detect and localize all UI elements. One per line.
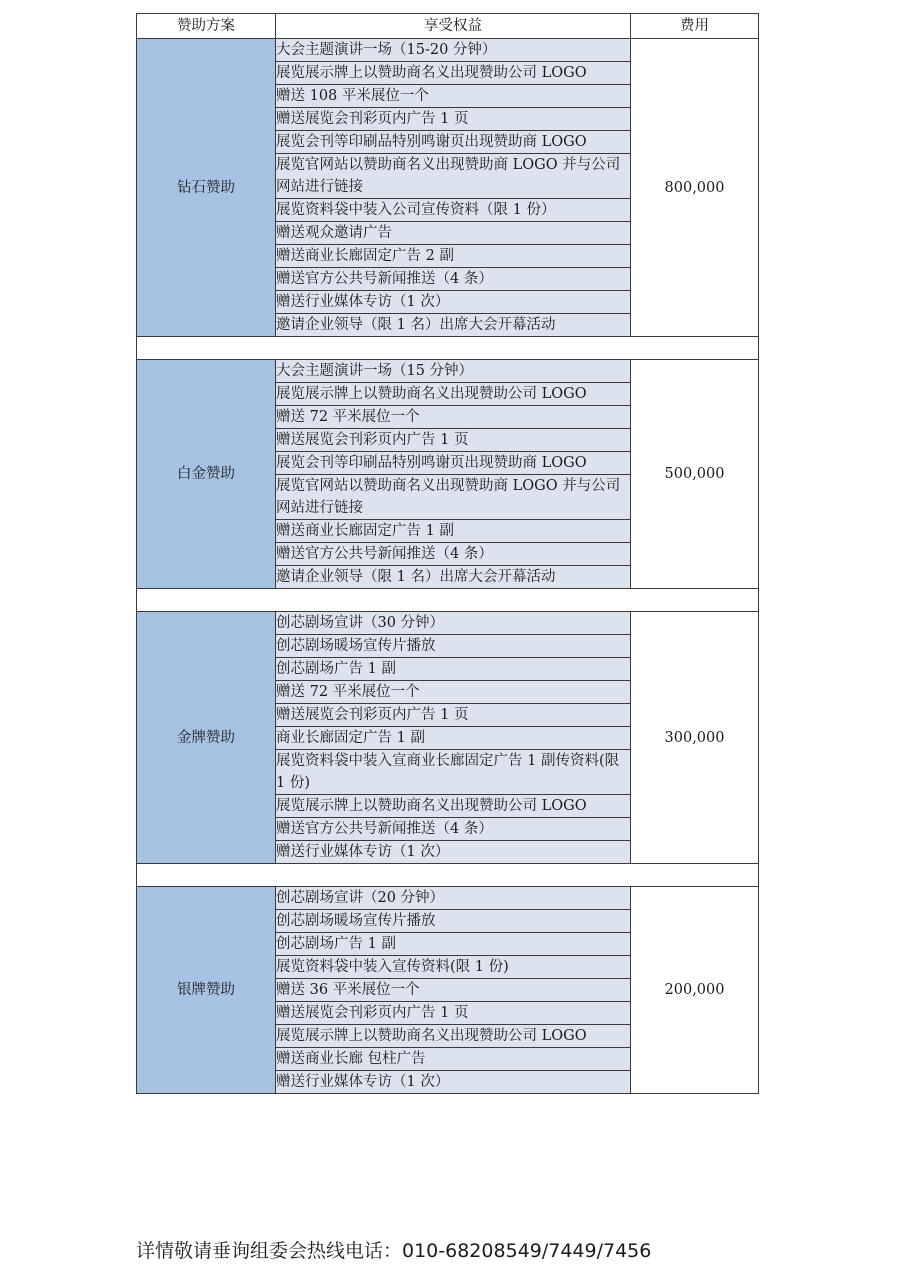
header-fee: 费用 — [631, 14, 759, 39]
spacer-row — [137, 864, 759, 887]
benefit-item: 赠送行业媒体专访（1 次） — [276, 841, 631, 864]
benefit-item: 展览展示牌上以赞助商名义出现赞助公司 LOGO — [276, 383, 631, 406]
benefit-item: 赠送官方公共号新闻推送（4 条） — [276, 543, 631, 566]
benefit-item: 赠送观众邀请广告 — [276, 222, 631, 245]
benefit-item: 展览资料袋中装入宣传资料(限 1 份) — [276, 956, 631, 979]
header-benefits: 享受权益 — [276, 14, 631, 39]
table-row — [137, 612, 759, 635]
benefit-item: 展览会刊等印刷品特别鸣谢页出现赞助商 LOGO — [276, 131, 631, 154]
benefit-item: 赠送官方公共号新闻推送（4 条） — [276, 268, 631, 291]
benefit-item: 创芯剧场广告 1 副 — [276, 933, 631, 956]
benefit-item: 创芯剧场宣讲（30 分钟） — [276, 612, 631, 635]
benefit-item: 赠送展览会刊彩页内广告 1 页 — [276, 1002, 631, 1025]
spacer-cell — [137, 589, 759, 612]
spacer-row — [137, 337, 759, 360]
benefit-item: 展览资料袋中装入宣商业长廊固定广告 1 副传资料(限 1 份) — [276, 750, 631, 795]
benefit-item: 展览资料袋中装入公司宣传资料（限 1 份） — [276, 199, 631, 222]
tier-name: 钻石赞助 — [137, 39, 276, 337]
table-row — [137, 39, 759, 62]
header-plan: 赞助方案 — [137, 14, 276, 39]
benefit-item: 商业长廊固定广告 1 副 — [276, 727, 631, 750]
tier-fee: 200,000 — [631, 887, 759, 1094]
benefit-item: 赠送商业长廊固定广告 1 副 — [276, 520, 631, 543]
benefit-item: 邀请企业领导（限 1 名）出席大会开幕活动 — [276, 314, 631, 337]
benefit-item: 邀请企业领导（限 1 名）出席大会开幕活动 — [276, 566, 631, 589]
benefit-item: 展览官网站以赞助商名义出现赞助商 LOGO 并与公司网站进行链接 — [276, 475, 631, 520]
benefit-item: 展览会刊等印刷品特别鸣谢页出现赞助商 LOGO — [276, 452, 631, 475]
spacer-cell — [137, 864, 759, 887]
benefit-item: 赠送 108 平米展位一个 — [276, 85, 631, 108]
benefit-item: 创芯剧场广告 1 副 — [276, 658, 631, 681]
table-body — [137, 39, 759, 1094]
benefit-item: 创芯剧场暖场宣传片播放 — [276, 910, 631, 933]
benefit-item: 展览展示牌上以赞助商名义出现赞助公司 LOGO — [276, 62, 631, 85]
benefit-item: 创芯剧场宣讲（20 分钟） — [276, 887, 631, 910]
benefit-item: 赠送 36 平米展位一个 — [276, 979, 631, 1002]
benefit-item: 大会主题演讲一场（15-20 分钟） — [276, 39, 631, 62]
benefit-item: 大会主题演讲一场（15 分钟） — [276, 360, 631, 383]
tier-name: 白金赞助 — [137, 360, 276, 589]
benefit-item: 赠送行业媒体专访（1 次） — [276, 291, 631, 314]
benefit-item: 赠送 72 平米展位一个 — [276, 406, 631, 429]
benefit-item: 展览展示牌上以赞助商名义出现赞助公司 LOGO — [276, 795, 631, 818]
sponsorship-table — [136, 13, 759, 1094]
tier-name: 金牌赞助 — [137, 612, 276, 864]
benefit-item: 赠送行业媒体专访（1 次） — [276, 1071, 631, 1094]
table-row — [137, 887, 759, 910]
benefit-item: 赠送展览会刊彩页内广告 1 页 — [276, 704, 631, 727]
tier-fee: 300,000 — [631, 612, 759, 864]
benefit-item: 赠送展览会刊彩页内广告 1 页 — [276, 108, 631, 131]
benefit-item: 赠送展览会刊彩页内广告 1 页 — [276, 429, 631, 452]
footer-hotline: 详情敬请垂询组委会热线电话：010-68208549/7449/7456 — [136, 1240, 652, 1262]
tier-fee: 500,000 — [631, 360, 759, 589]
benefit-item: 赠送 72 平米展位一个 — [276, 681, 631, 704]
table-header-row — [137, 14, 759, 39]
benefit-item: 赠送商业长廊 包柱广告 — [276, 1048, 631, 1071]
benefit-item: 创芯剧场暖场宣传片播放 — [276, 635, 631, 658]
benefit-item: 展览官网站以赞助商名义出现赞助商 LOGO 并与公司网站进行链接 — [276, 154, 631, 199]
spacer-row — [137, 589, 759, 612]
tier-fee: 800,000 — [631, 39, 759, 337]
benefit-item: 展览展示牌上以赞助商名义出现赞助公司 LOGO — [276, 1025, 631, 1048]
spacer-cell — [137, 337, 759, 360]
benefit-item: 赠送商业长廊固定广告 2 副 — [276, 245, 631, 268]
tier-name: 银牌赞助 — [137, 887, 276, 1094]
benefit-item: 赠送官方公共号新闻推送（4 条） — [276, 818, 631, 841]
table-row — [137, 360, 759, 383]
